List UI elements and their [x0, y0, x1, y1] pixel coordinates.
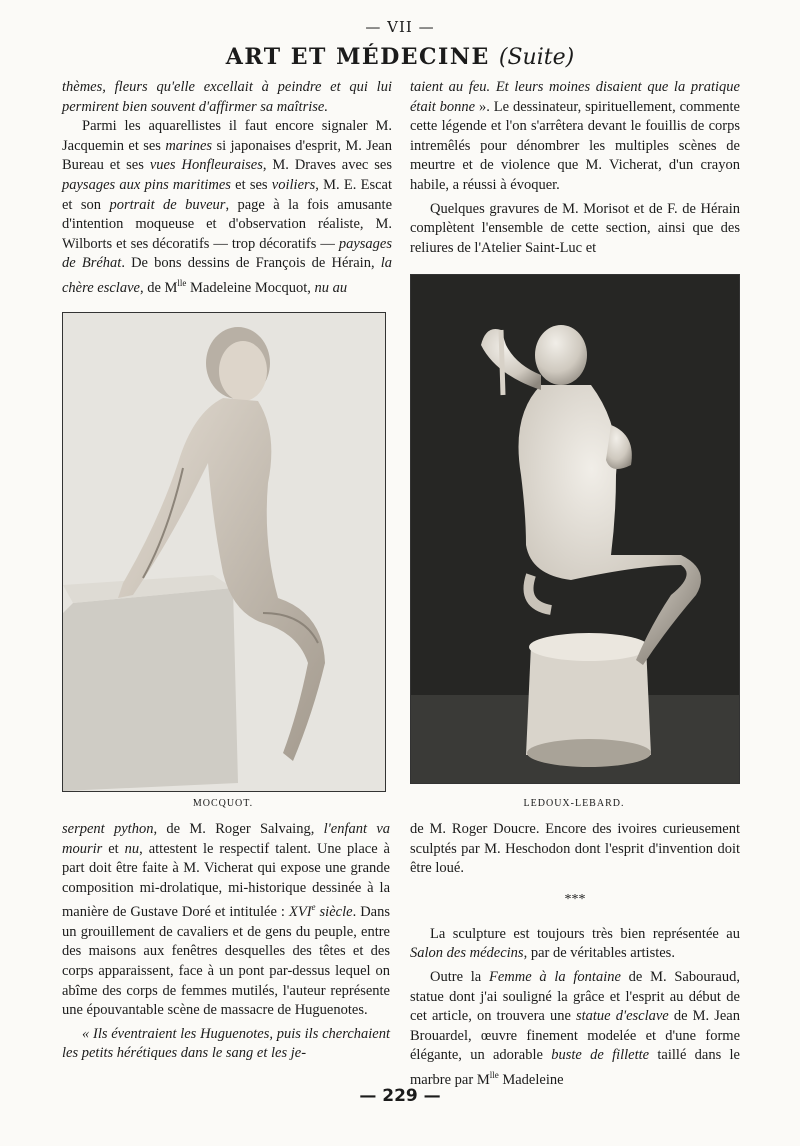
text-run: vues Honfleuraises: [149, 157, 263, 174]
text-run: , M. Draves avec ses: [262, 157, 393, 174]
text-run: . Dans un grouillement de cavaliers et de gens du peuple, entre des maisons aux fenêtres desquelles des têtes et des corps apparaissent, face à un pont par-dessus lequel on abîme des corps de femmes mutilés, l'auteur représente une épouvantable scène de massacre de Huguenotes.: [62, 904, 390, 1019]
text-run: Parmi les aquarellistes il faut encore signaler M. Jacquemin et ses: [62, 118, 392, 154]
text-run: , par de véritables artistes.: [523, 945, 675, 962]
text-run: siècle: [315, 904, 353, 921]
column-bottom-left: [62, 820, 390, 1064]
text-run: serpent python: [62, 821, 154, 837]
figure-caption-left: MOCQUOT.: [192, 798, 254, 809]
text-run: l'enfant va mourir: [62, 821, 391, 857]
text-run: taient au feu. Et leurs moines disaient que la pratique était bonne: [410, 79, 740, 115]
text-run: e: [311, 902, 316, 913]
column-top-left: [62, 78, 392, 298]
text-run: lle: [177, 277, 187, 288]
text-run: portrait de buveur: [109, 196, 226, 213]
asterism-divider: [410, 891, 740, 907]
paragraph-text: « Ils éventraient les Huguenotes, puis ils cherchaient les petits hérétiques dans le sang et les je-: [62, 1025, 390, 1062]
paragraph: [62, 117, 392, 298]
text-run: , M. E. Escat et son: [62, 176, 392, 213]
text-run: XVI: [288, 904, 312, 921]
text-run: Outre la: [430, 968, 489, 985]
text-run: de M. Jean Brouardel, œuvre finement modelée et d'une forme élégante, un adorable: [410, 1008, 740, 1064]
text-run: buste de fillette: [551, 1047, 650, 1064]
figure-caption-right: LEDOUX-LEBARD.: [523, 798, 625, 809]
paragraph: de M. Roger Doucre. Encore des ivoires curieusement sculptés par M. Heschodon dont l'esprit d'invention doit être loué.: [410, 821, 740, 877]
text-run: nu: [124, 840, 140, 857]
text-run: paysages aux pins maritimes: [62, 176, 231, 193]
text-run: Salon des médecins: [410, 945, 524, 962]
page-folio: — VII —: [365, 18, 435, 36]
text-run: nu au: [314, 279, 348, 296]
paragraph: [410, 925, 740, 964]
text-run: marines: [165, 137, 213, 154]
text-run: si japonaises d'esprit, M. Jean Bureau et ses: [62, 137, 392, 174]
text-run: de M. Sabouraud, statue dont j'ai souligné la grâce et l'esprit au début de cet article, on trouvera une: [410, 968, 740, 1025]
text-run: . De bons dessins de François de Hérain,: [121, 255, 381, 272]
text-run: voiliers: [271, 176, 316, 193]
text-run: et ses: [230, 176, 272, 193]
text-run: , attestent le respectif talent. Une place à part doit être faite à M. Vicherat qui expose une grande composition mi-drolatique, mi-historique dessinée à la manière de Gustave Doré et intitulée :: [62, 840, 390, 921]
paragraph: [410, 968, 740, 1090]
text-run: lle: [489, 1069, 499, 1080]
text-run: Femme à la fontaine: [488, 968, 621, 985]
text-run: taillé dans le marbre par M: [410, 1047, 740, 1088]
text-run: , de M: [139, 279, 178, 296]
text-run: Madeleine Mocquot,: [186, 279, 315, 296]
figure-drawing-mocquot: [62, 312, 386, 792]
page-title: [0, 44, 800, 70]
text-run: La sculpture est toujours très bien représentée au: [430, 925, 740, 942]
seated-figure-drawing-icon: [63, 313, 385, 791]
paragraph: Quelques gravures de M. Morisot et de F. de Hérain complètent l'ensemble de cette section, ainsi que des reliures de l'Atelier Saint-Luc et: [410, 200, 740, 256]
text-run: ». Le dessinateur, spirituellement, commente cette légende et l'on s'arrêtera devant le fouillis de corps intremêlés pour dénombrer les multiples scènes de meurtre et de violence que M. Vicherat, d'un crayon habile, a réussi à évoquer.: [410, 98, 740, 193]
title-suite: (Suite): [498, 45, 575, 70]
column-top-right: [410, 78, 740, 258]
paragraph: [62, 820, 390, 1021]
text-run: et: [102, 840, 125, 857]
paragraph: [410, 78, 740, 196]
paragraph-text: thèmes, fleurs qu'elle excellait à peindre et qui lui permirent bien souvent d'affirmer sa maîtrise.: [62, 79, 392, 115]
text-run: Madeleine: [498, 1071, 564, 1088]
paragraph: [62, 1025, 390, 1064]
text-run: statue d'esclave: [575, 1008, 669, 1025]
title-main: ART ET MÉDECINE: [225, 44, 490, 70]
text-run: , page à la fois amusante d'intention moqueuse et d'observation réaliste, M. Wilborts et ses décoratifs — trop décoratifs —: [62, 196, 393, 252]
text-run: , de M. Roger Salvaing,: [153, 821, 324, 837]
sculpture-photo-icon: [411, 275, 739, 783]
text-run: la chère esclave: [62, 255, 393, 296]
page-number: — 229 —: [359, 1086, 441, 1106]
asterism-text: ***: [564, 891, 586, 907]
column-bottom-right: [410, 820, 740, 1090]
paragraph: [62, 78, 392, 117]
figure-sculpture-ledoux-lebard: [410, 274, 740, 784]
text-run: paysages de Bréhat: [62, 235, 392, 272]
